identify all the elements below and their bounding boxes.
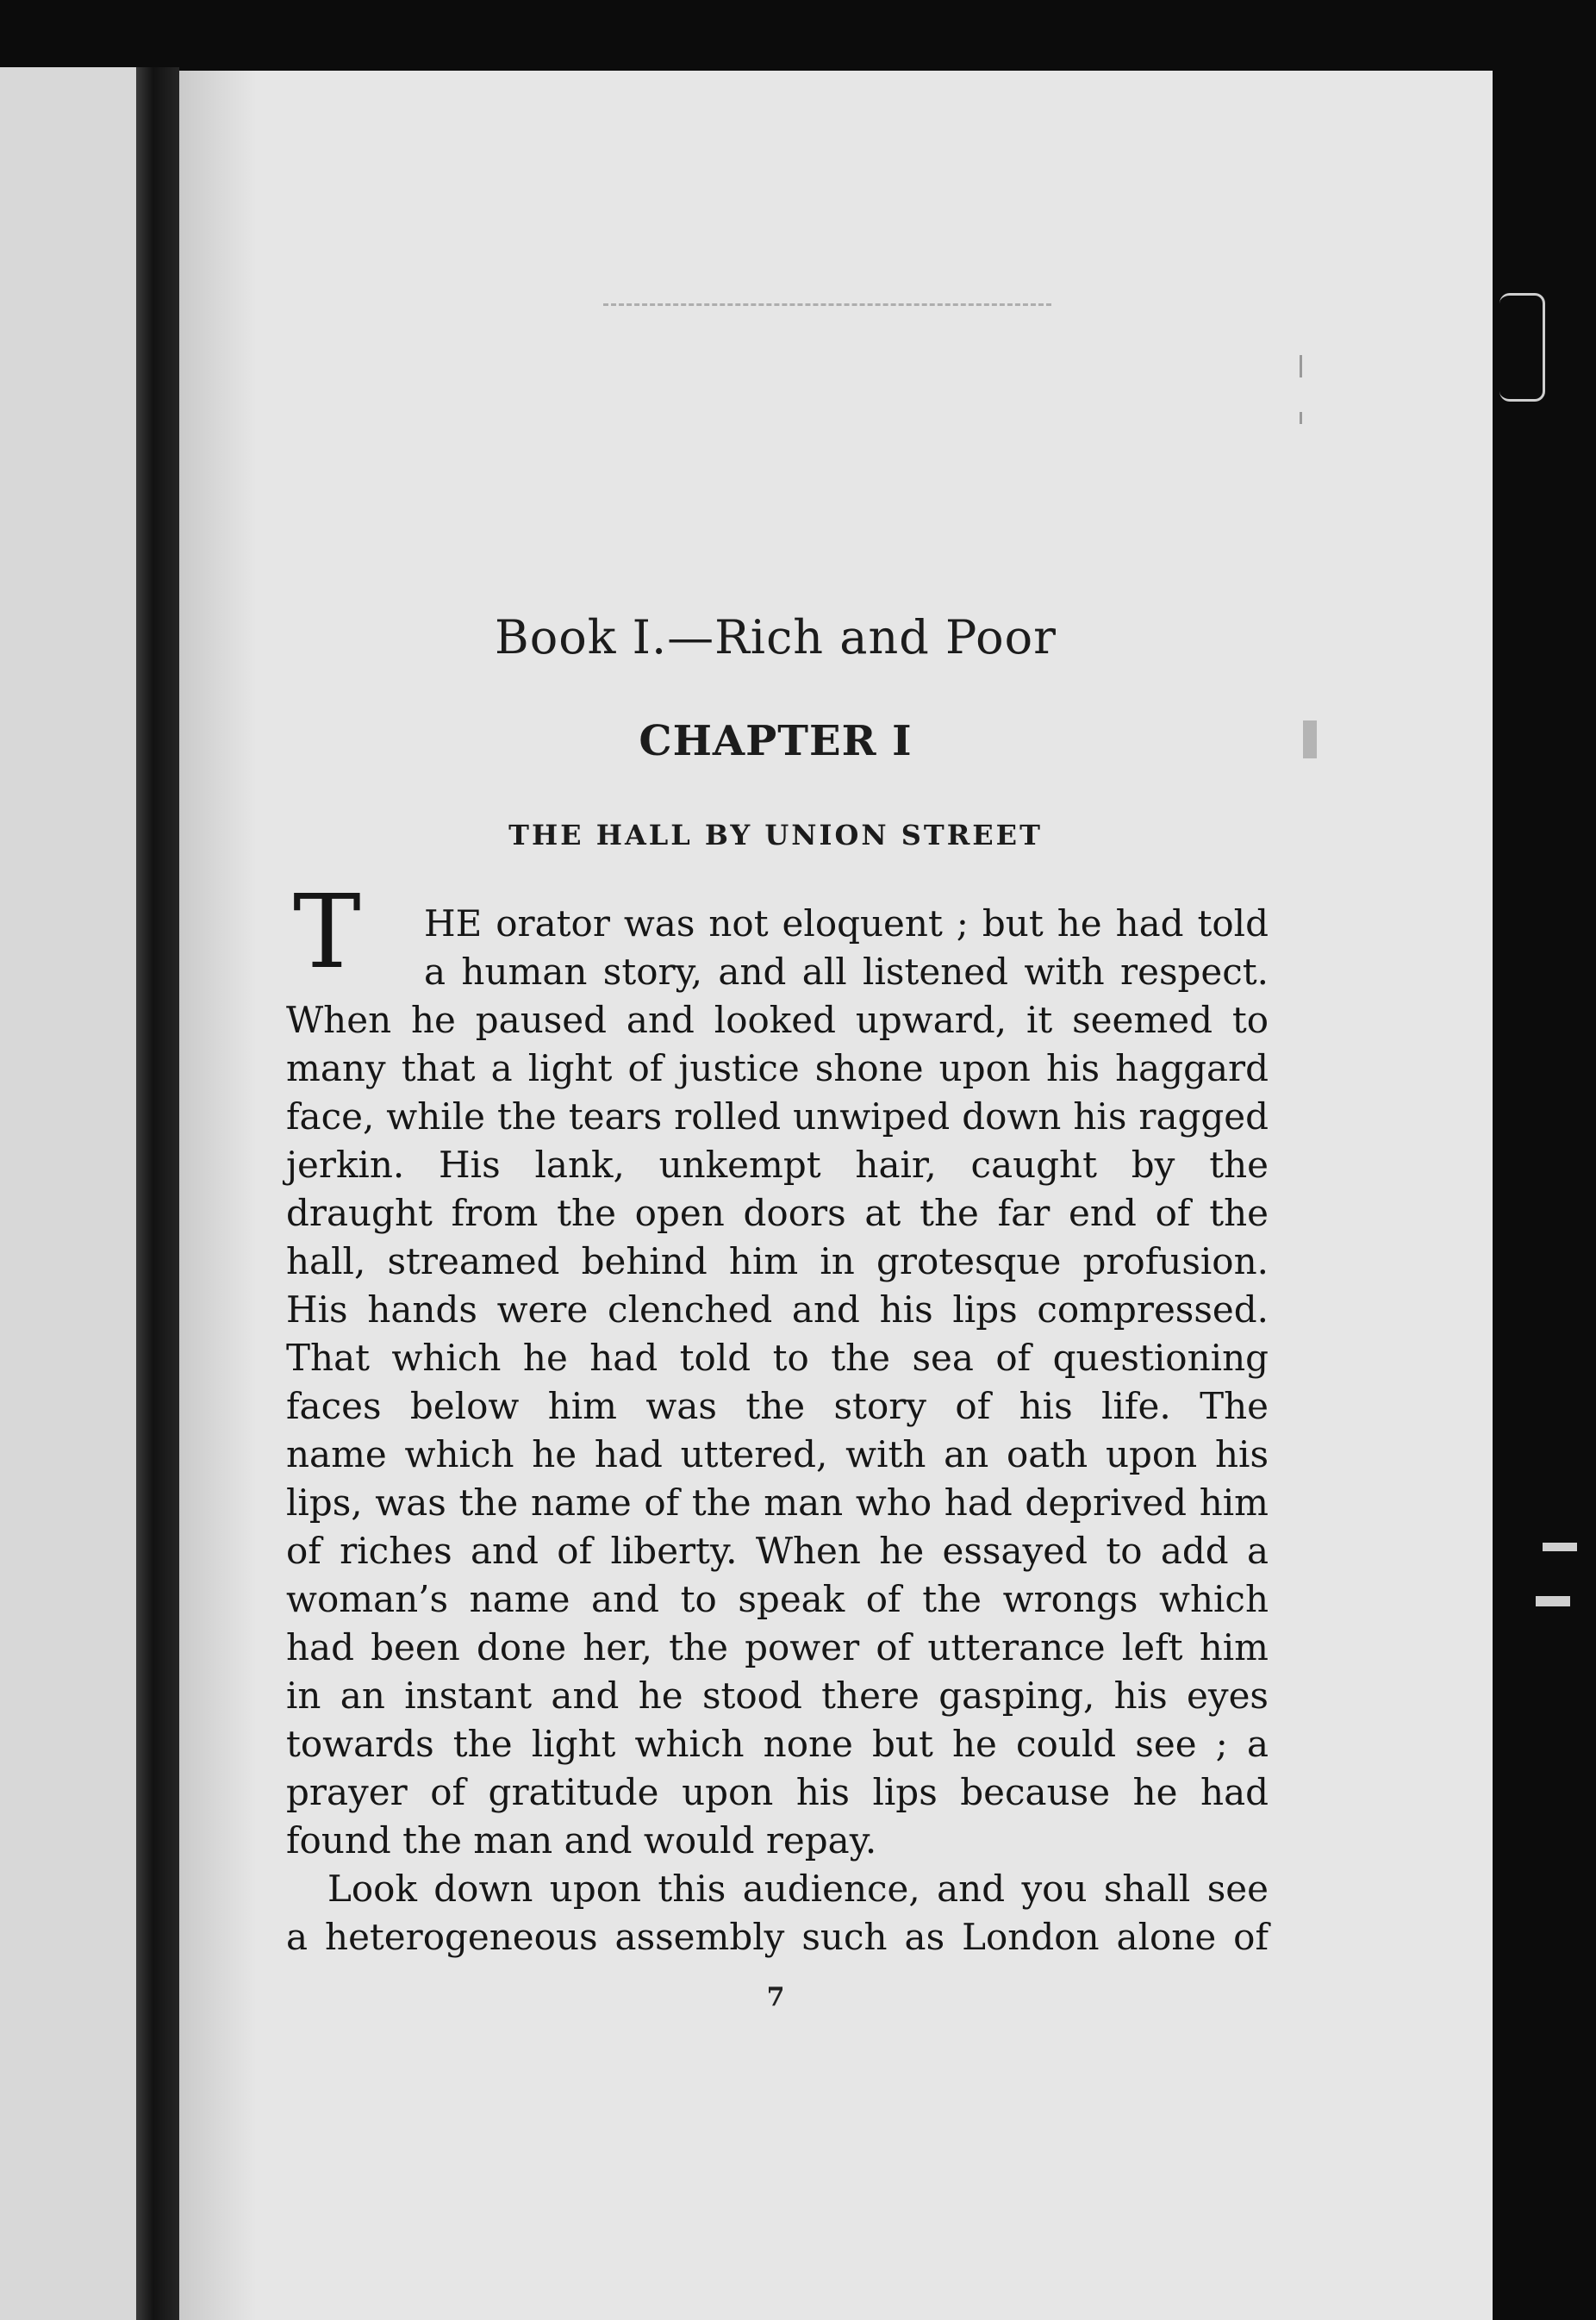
text-line: His hands were clenched and his lips compressed. <box>286 1288 1269 1331</box>
text-line: Look down upon this audience, and you shall see <box>327 1868 1269 1910</box>
text-line: lips, was the name of the man who had deprived him <box>286 1481 1269 1524</box>
binding-shadow <box>136 67 179 2320</box>
text-line: When he paused and looked upward, it seemed to <box>286 999 1269 1041</box>
page-speck <box>1300 355 1302 377</box>
page-speck <box>1300 412 1302 424</box>
chapter-title: CHAPTER I <box>639 717 913 765</box>
text-line: towards the light which none but he could see ; a <box>286 1723 1269 1765</box>
text-line: jerkin. His lank, unkempt hair, caught by the <box>286 1144 1269 1186</box>
text-line: face, while the tears rolled unwiped down his ragged <box>286 1095 1269 1138</box>
page-speck <box>1303 720 1317 758</box>
text-line: woman’s name and to speak of the wrongs which <box>286 1578 1269 1620</box>
text-line: draught from the open doors at the far end of the <box>286 1192 1269 1234</box>
text-line: of riches and of liberty. When he essayed to add a <box>286 1530 1269 1572</box>
book-title: Book I.—Rich and Poor <box>495 610 1057 664</box>
left-page-edge <box>0 67 136 2320</box>
chapter-subtitle: THE HALL BY UNION STREET <box>508 819 1043 851</box>
drop-cap: T <box>293 872 361 991</box>
scan-artifact <box>1499 293 1545 402</box>
text-line: HE orator was not eloquent ; but he had told <box>424 902 1269 945</box>
text-line: had been done her, the power of utterance left him <box>286 1626 1269 1668</box>
text-line: found the man and would repay. <box>286 1819 877 1862</box>
text-line: many that a light of justice shone upon his haggard <box>286 1047 1269 1089</box>
scan-artifact <box>1543 1543 1577 1551</box>
text-line: name which he had uttered, with an oath upon his <box>286 1433 1269 1475</box>
scan-noise-line <box>603 303 1051 311</box>
text-line: hall, streamed behind him in grotesque profusion. <box>286 1240 1269 1282</box>
text-line: a human story, and all listened with respect. <box>424 951 1269 993</box>
text-line: That which he had told to the sea of questioning <box>286 1337 1269 1379</box>
text-line: prayer of gratitude upon his lips because he had <box>286 1771 1269 1813</box>
text-line: faces below him was the story of his life. The <box>286 1385 1269 1427</box>
page-number: 7 <box>766 1982 785 2012</box>
scan-artifact <box>1536 1596 1570 1606</box>
text-line: a heterogeneous assembly such as London alone of <box>286 1916 1269 1958</box>
text-line: in an instant and he stood there gasping, his eyes <box>286 1675 1269 1717</box>
page-shade <box>179 71 257 2320</box>
